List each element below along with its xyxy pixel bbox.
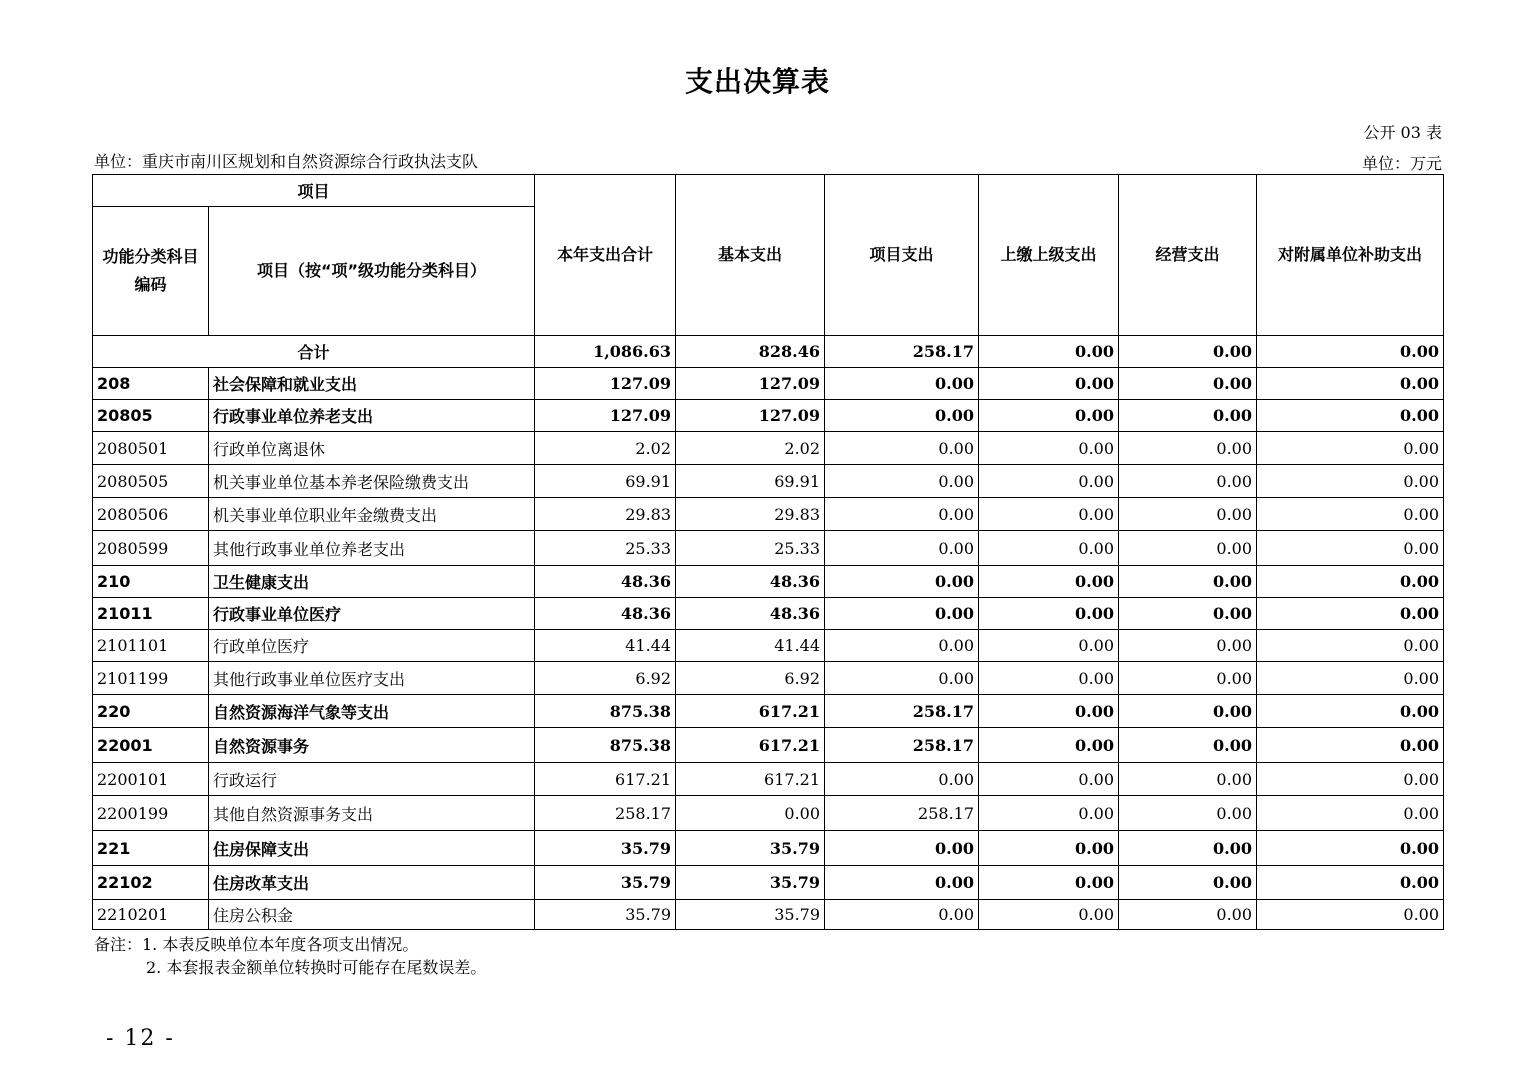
row-value: 875.38 — [535, 695, 676, 728]
row-value: 35.79 — [535, 900, 676, 930]
row-value: 617.21 — [676, 695, 825, 728]
row-code: 2210201 — [93, 900, 209, 930]
row-value: 0.00 — [1119, 763, 1257, 796]
row-value: 258.17 — [825, 695, 979, 728]
row-value: 35.79 — [535, 866, 676, 900]
row-value: 0.00 — [1257, 465, 1444, 498]
header-total: 本年支出合计 — [535, 175, 676, 336]
row-value: 617.21 — [676, 763, 825, 796]
total-cell: 0.00 — [979, 336, 1119, 368]
row-value: 617.21 — [535, 763, 676, 796]
header-code: 功能分类科目编码 — [93, 207, 209, 336]
row-value: 0.00 — [825, 831, 979, 866]
row-name: 其他行政事业单位医疗支出 — [209, 662, 535, 695]
row-value: 127.09 — [535, 368, 676, 400]
row-value: 0.00 — [1257, 498, 1444, 531]
row-value: 0.00 — [1119, 662, 1257, 695]
expenditure-table — [92, 174, 1444, 930]
row-code: 2101199 — [93, 662, 209, 695]
row-code: 210 — [93, 566, 209, 598]
row-value: 0.00 — [825, 763, 979, 796]
notes — [94, 933, 486, 979]
row-value: 0.00 — [1257, 796, 1444, 831]
row-value: 35.79 — [535, 831, 676, 866]
total-cell: 828.46 — [676, 336, 825, 368]
header-name: 项目（按“项”级功能分类科目） — [209, 207, 535, 336]
row-value: 48.36 — [676, 598, 825, 630]
row-value: 0.00 — [825, 498, 979, 531]
row-value: 41.44 — [676, 630, 825, 662]
row-value: 0.00 — [1257, 695, 1444, 728]
unit-organization: 单位：重庆市南川区规划和自然资源综合行政执法支队 — [94, 152, 479, 171]
row-value: 0.00 — [979, 465, 1119, 498]
row-value: 0.00 — [825, 400, 979, 432]
row-name: 其他自然资源事务支出 — [209, 796, 535, 831]
table-row — [93, 531, 1444, 566]
row-name: 住房改革支出 — [209, 866, 535, 900]
total-cell: 1,086.63 — [535, 336, 676, 368]
row-value: 0.00 — [825, 662, 979, 695]
row-value: 2.02 — [676, 432, 825, 465]
row-value: 0.00 — [1119, 728, 1257, 763]
row-value: 0.00 — [1119, 368, 1257, 400]
row-value: 0.00 — [1257, 368, 1444, 400]
row-value: 0.00 — [1257, 432, 1444, 465]
row-value: 0.00 — [979, 531, 1119, 566]
table-row — [93, 498, 1444, 531]
row-code: 2080505 — [93, 465, 209, 498]
row-value: 0.00 — [1257, 531, 1444, 566]
row-name: 机关事业单位基本养老保险缴费支出 — [209, 465, 535, 498]
row-value: 0.00 — [979, 796, 1119, 831]
row-value: 48.36 — [535, 566, 676, 598]
row-value: 0.00 — [979, 728, 1119, 763]
row-name: 行政单位离退休 — [209, 432, 535, 465]
table-row — [93, 900, 1444, 930]
row-value: 0.00 — [1257, 763, 1444, 796]
row-value: 0.00 — [979, 695, 1119, 728]
total-cell: 0.00 — [1257, 336, 1444, 368]
note-line: 备注：1. 本表反映单位本年度各项支出情况。 — [94, 935, 419, 954]
row-value: 0.00 — [825, 531, 979, 566]
total-cell: 258.17 — [825, 336, 979, 368]
table-row — [93, 598, 1444, 630]
table-row — [93, 728, 1444, 763]
row-name: 机关事业单位职业年金缴费支出 — [209, 498, 535, 531]
table-row — [93, 566, 1444, 598]
table-row — [93, 465, 1444, 498]
row-value: 48.36 — [676, 566, 825, 598]
row-name: 卫生健康支出 — [209, 566, 535, 598]
row-value: 0.00 — [979, 498, 1119, 531]
row-code: 208 — [93, 368, 209, 400]
row-name: 社会保障和就业支出 — [209, 368, 535, 400]
row-name: 自然资源事务 — [209, 728, 535, 763]
table-row — [93, 432, 1444, 465]
row-value: 127.09 — [676, 368, 825, 400]
row-value: 6.92 — [535, 662, 676, 695]
row-name: 住房公积金 — [209, 900, 535, 930]
page-title: 支出决算表 — [684, 65, 830, 98]
row-value: 0.00 — [825, 630, 979, 662]
row-value: 0.00 — [1257, 866, 1444, 900]
row-value: 0.00 — [979, 662, 1119, 695]
table-row — [93, 831, 1444, 866]
header-upper: 上缴上级支出 — [979, 175, 1119, 336]
row-value: 35.79 — [676, 831, 825, 866]
row-value: 0.00 — [1257, 728, 1444, 763]
row-value: 0.00 — [825, 866, 979, 900]
row-value: 0.00 — [979, 831, 1119, 866]
row-value: 6.92 — [676, 662, 825, 695]
row-value: 0.00 — [825, 566, 979, 598]
table-row — [93, 695, 1444, 728]
row-name: 行政事业单位医疗 — [209, 598, 535, 630]
row-value: 41.44 — [535, 630, 676, 662]
row-value: 0.00 — [979, 630, 1119, 662]
row-value: 0.00 — [1257, 598, 1444, 630]
row-name: 住房保障支出 — [209, 831, 535, 866]
row-name: 行政运行 — [209, 763, 535, 796]
row-value: 0.00 — [979, 432, 1119, 465]
row-value: 258.17 — [825, 796, 979, 831]
row-code: 221 — [93, 831, 209, 866]
row-value: 0.00 — [1119, 400, 1257, 432]
row-code: 2101101 — [93, 630, 209, 662]
row-code: 2200101 — [93, 763, 209, 796]
row-value: 0.00 — [1119, 796, 1257, 831]
note-line: 2. 本套报表金额单位转换时可能存在尾数误差。 — [146, 958, 487, 977]
row-code: 220 — [93, 695, 209, 728]
header-business: 经营支出 — [1119, 175, 1257, 336]
row-value: 0.00 — [979, 400, 1119, 432]
row-value: 0.00 — [1119, 831, 1257, 866]
row-value: 0.00 — [1257, 662, 1444, 695]
row-value: 0.00 — [979, 566, 1119, 598]
row-value: 69.91 — [535, 465, 676, 498]
row-value: 25.33 — [676, 531, 825, 566]
page-number: - 12 - — [106, 1026, 175, 1051]
table-row — [93, 796, 1444, 831]
row-value: 0.00 — [825, 900, 979, 930]
table-row — [93, 630, 1444, 662]
row-name: 行政事业单位养老支出 — [209, 400, 535, 432]
row-value: 0.00 — [825, 432, 979, 465]
row-value: 0.00 — [825, 465, 979, 498]
row-name: 自然资源海洋气象等支出 — [209, 695, 535, 728]
row-code: 2080599 — [93, 531, 209, 566]
total-cell: 0.00 — [1119, 336, 1257, 368]
header-basic: 基本支出 — [676, 175, 825, 336]
row-value: 29.83 — [535, 498, 676, 531]
row-value: 0.00 — [1119, 598, 1257, 630]
total-label: 合计 — [93, 336, 535, 368]
table-row — [93, 866, 1444, 900]
row-value: 875.38 — [535, 728, 676, 763]
header-project-expense: 项目支出 — [825, 175, 979, 336]
row-code: 2200199 — [93, 796, 209, 831]
row-value: 0.00 — [1257, 630, 1444, 662]
table-row — [93, 662, 1444, 695]
unit-currency: 单位：万元 — [1361, 154, 1442, 173]
row-value: 0.00 — [825, 368, 979, 400]
row-code: 22102 — [93, 866, 209, 900]
row-code: 21011 — [93, 598, 209, 630]
row-value: 0.00 — [979, 598, 1119, 630]
row-value: 69.91 — [676, 465, 825, 498]
form-number: 公开 03 表 — [1363, 123, 1442, 142]
row-value: 0.00 — [1257, 831, 1444, 866]
row-value: 0.00 — [1119, 630, 1257, 662]
row-value: 0.00 — [1119, 866, 1257, 900]
row-value: 0.00 — [1257, 566, 1444, 598]
row-value: 127.09 — [676, 400, 825, 432]
row-value: 0.00 — [1119, 498, 1257, 531]
row-code: 20805 — [93, 400, 209, 432]
row-value: 0.00 — [1257, 900, 1444, 930]
row-value: 0.00 — [979, 866, 1119, 900]
row-code: 2080506 — [93, 498, 209, 531]
table-row — [93, 368, 1444, 400]
row-value: 0.00 — [825, 598, 979, 630]
row-value: 0.00 — [1119, 900, 1257, 930]
row-code: 22001 — [93, 728, 209, 763]
row-value: 2.02 — [535, 432, 676, 465]
row-value: 25.33 — [535, 531, 676, 566]
table-row — [93, 763, 1444, 796]
row-value: 0.00 — [979, 368, 1119, 400]
row-value: 29.83 — [676, 498, 825, 531]
row-value: 0.00 — [1119, 465, 1257, 498]
row-code: 2080501 — [93, 432, 209, 465]
row-name: 行政单位医疗 — [209, 630, 535, 662]
row-value: 0.00 — [979, 763, 1119, 796]
row-value: 617.21 — [676, 728, 825, 763]
total-row — [93, 336, 1444, 368]
header-subsidy: 对附属单位补助支出 — [1257, 175, 1444, 336]
row-value: 35.79 — [676, 900, 825, 930]
row-value: 258.17 — [535, 796, 676, 831]
row-value: 0.00 — [1257, 400, 1444, 432]
row-value: 0.00 — [1119, 566, 1257, 598]
row-value: 48.36 — [535, 598, 676, 630]
table-row — [93, 400, 1444, 432]
row-value: 0.00 — [1119, 432, 1257, 465]
row-value: 258.17 — [825, 728, 979, 763]
row-value: 0.00 — [1119, 695, 1257, 728]
row-value: 0.00 — [1119, 531, 1257, 566]
row-value: 127.09 — [535, 400, 676, 432]
row-value: 0.00 — [979, 900, 1119, 930]
row-value: 35.79 — [676, 866, 825, 900]
row-name: 其他行政事业单位养老支出 — [209, 531, 535, 566]
row-value: 0.00 — [676, 796, 825, 831]
header-project: 项目 — [93, 175, 535, 207]
